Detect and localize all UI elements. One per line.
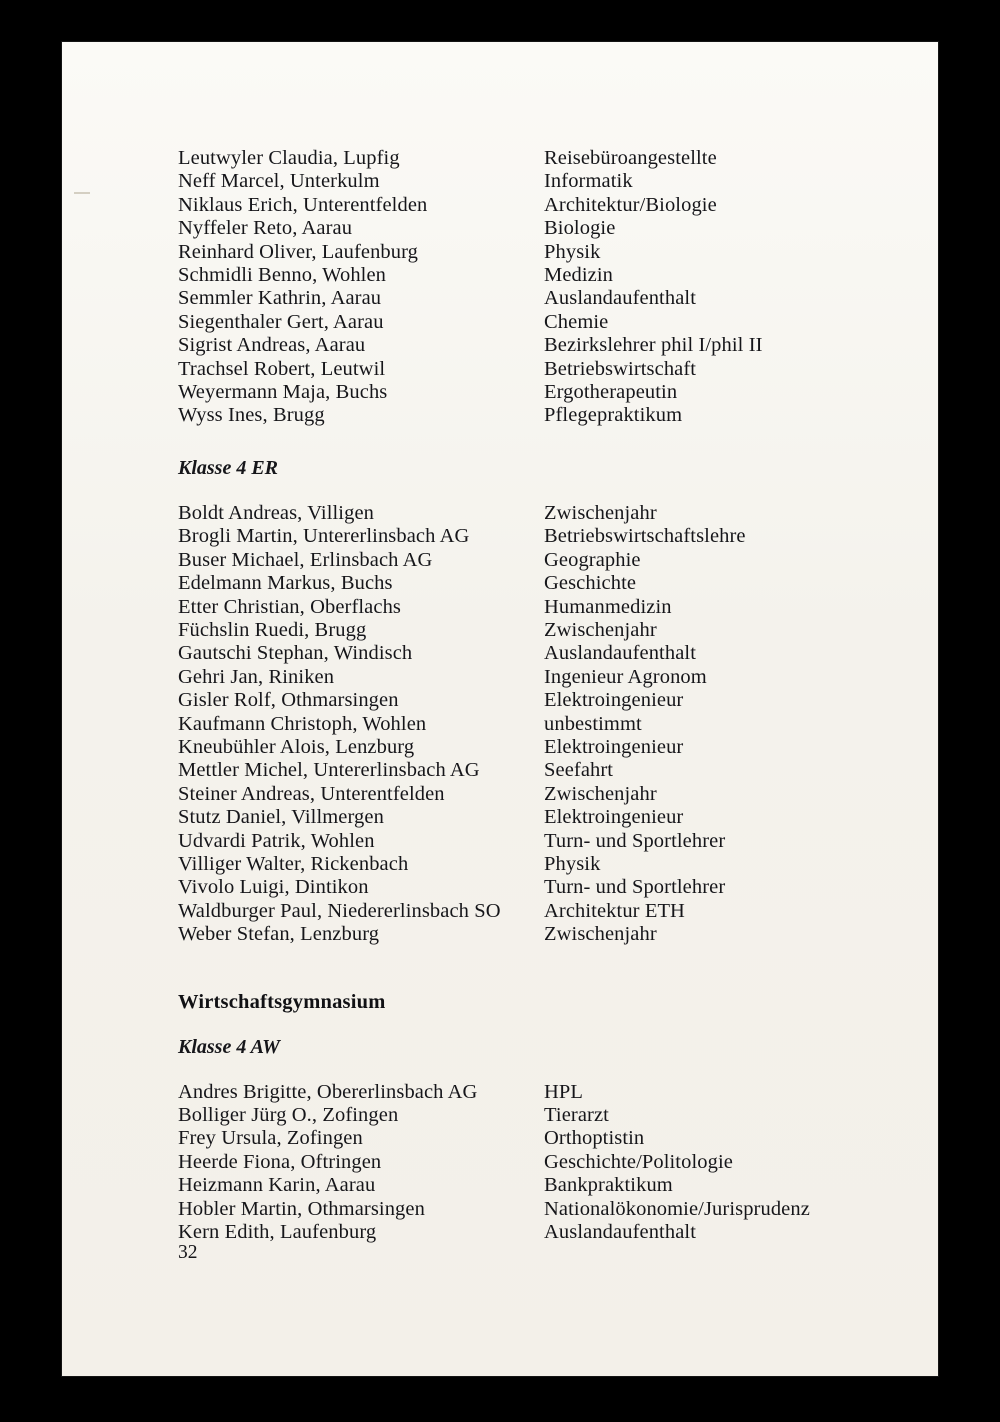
- list-item: [178, 287, 878, 310]
- list-item: [178, 923, 878, 946]
- student-name: Gisler Rolf, Othmarsingen: [178, 689, 399, 712]
- list-item: [178, 1104, 878, 1127]
- student-subject: Orthoptistin: [544, 1127, 645, 1150]
- student-name: Schmidli Benno, Wohlen: [178, 264, 387, 287]
- student-name: Mettler Michel, Untererlinsbach AG: [178, 759, 480, 782]
- student-subject: Nationalökonomie/Jurisprudenz: [544, 1197, 810, 1220]
- list-item: [178, 619, 878, 642]
- list-item: [178, 736, 878, 759]
- student-name: Gehri Jan, Riniken: [178, 665, 335, 688]
- student-subject: HPL: [544, 1080, 584, 1103]
- spacer: [178, 1059, 878, 1081]
- student-subject: Seefahrt: [544, 759, 614, 782]
- list-item: [178, 404, 878, 427]
- spacer: [178, 947, 878, 991]
- list-item: [178, 900, 878, 923]
- list-item: [178, 1127, 878, 1150]
- student-name: Siegenthaler Gert, Aarau: [178, 310, 384, 333]
- student-name: Semmler Kathrin, Aarau: [178, 287, 382, 310]
- student-name: Weyermann Maja, Buchs: [178, 381, 388, 404]
- list-item: [178, 264, 878, 287]
- list-item: [178, 572, 878, 595]
- student-name: Vivolo Luigi, Dintikon: [178, 876, 369, 899]
- list-item: [178, 194, 878, 217]
- student-subject: Auslandaufenthalt: [544, 642, 696, 665]
- student-name: Neff Marcel, Unterkulm: [178, 170, 380, 193]
- list-item: [178, 502, 878, 525]
- student-name: Füchslin Ruedi, Brugg: [178, 618, 367, 641]
- entry-list-2: [178, 1081, 878, 1245]
- list-item: [178, 147, 878, 170]
- student-name: Heizmann Karin, Aarau: [178, 1174, 376, 1197]
- list-item: [178, 713, 878, 736]
- list-item: [178, 1198, 878, 1221]
- student-subject: Betriebswirtschaft: [544, 357, 697, 380]
- student-subject: Geschichte/Politologie: [544, 1150, 733, 1173]
- student-subject: Physik: [544, 240, 601, 263]
- list-item: [178, 759, 878, 782]
- student-name: Villiger Walter, Rickenbach: [178, 852, 409, 875]
- list-item: [178, 1174, 878, 1197]
- student-subject: Geschichte: [544, 572, 637, 595]
- student-subject: Physik: [544, 852, 601, 875]
- list-item: [178, 806, 878, 829]
- spacer: [178, 428, 878, 457]
- list-item: [178, 1151, 878, 1174]
- student-name: Niklaus Erich, Unterentfelden: [178, 193, 428, 216]
- student-name: Kaufmann Christoph, Wohlen: [178, 712, 427, 735]
- list-item: [178, 783, 878, 806]
- student-subject: Reisebüroangestellte: [544, 147, 717, 169]
- student-subject: Tierarzt: [544, 1104, 609, 1126]
- student-subject: Zwischenjahr: [544, 923, 657, 946]
- student-name: Stutz Daniel, Villmergen: [178, 806, 384, 829]
- student-subject: Zwischenjahr: [544, 618, 657, 641]
- page-sheet: [62, 42, 938, 1376]
- student-subject: Pflegepraktikum: [544, 404, 683, 427]
- list-item: [178, 241, 878, 264]
- student-subject: Zwischenjahr: [544, 501, 657, 524]
- student-subject: Architektur ETH: [544, 899, 685, 922]
- spacer: [178, 480, 878, 502]
- student-subject: Medizin: [544, 264, 614, 287]
- list-item: [178, 311, 878, 334]
- student-subject: Auslandaufenthalt: [544, 1221, 696, 1244]
- student-name: Heerde Fiona, Oftringen: [178, 1150, 382, 1173]
- student-subject: Ergotherapeutin: [544, 381, 678, 404]
- student-subject: Turn- und Sportlehrer: [544, 876, 726, 899]
- student-name: Leutwyler Claudia, Lupfig: [178, 147, 400, 169]
- student-name: Hobler Martin, Othmarsingen: [178, 1197, 425, 1220]
- list-item: [178, 1081, 878, 1104]
- student-name: Kern Edith, Laufenburg: [178, 1221, 377, 1244]
- student-name: Weber Stefan, Lenzburg: [178, 923, 380, 946]
- list-item: [178, 334, 878, 357]
- student-subject: Betriebswirtschaftslehre: [544, 525, 746, 548]
- student-name: Reinhard Oliver, Laufenburg: [178, 240, 419, 263]
- student-subject: Elektroingenieur: [544, 806, 684, 829]
- page-number: 32: [178, 1242, 198, 1263]
- list-item: [178, 170, 878, 193]
- student-subject: Humanmedizin: [544, 595, 672, 618]
- student-name: Etter Christian, Oberflachs: [178, 595, 402, 618]
- list-item: [178, 217, 878, 240]
- class-heading: Klasse 4 ER: [178, 456, 279, 479]
- student-name: Frey Ursula, Zofingen: [178, 1127, 363, 1150]
- student-subject: Turn- und Sportlehrer: [544, 829, 726, 852]
- student-subject: Elektroingenieur: [544, 689, 684, 712]
- student-subject: Biologie: [544, 217, 616, 240]
- student-name: Brogli Martin, Untererlinsbach AG: [178, 525, 470, 548]
- list-item: [178, 596, 878, 619]
- student-name: Buser Michael, Erlinsbach AG: [178, 548, 433, 571]
- student-subject: Informatik: [544, 170, 633, 193]
- student-subject: Chemie: [544, 310, 609, 333]
- spacer: [178, 1014, 878, 1036]
- list-item: [178, 525, 878, 548]
- student-subject: Ingenieur Agronom: [544, 665, 707, 688]
- list-item: [178, 689, 878, 712]
- student-subject: Bankpraktikum: [544, 1174, 673, 1197]
- list-item: [178, 381, 878, 404]
- student-subject: Architektur/Biologie: [544, 193, 717, 216]
- entry-list-0: [178, 147, 878, 428]
- student-name: Andres Brigitte, Obererlinsbach AG: [178, 1080, 478, 1103]
- student-name: Gautschi Stephan, Windisch: [178, 642, 413, 665]
- student-name: Sigrist Andreas, Aarau: [178, 334, 366, 357]
- list-item: [178, 830, 878, 853]
- student-name: Edelmann Markus, Buchs: [178, 572, 393, 595]
- student-name: Waldburger Paul, Niedererlinsbach SO: [178, 899, 501, 922]
- entry-list-1: [178, 502, 878, 947]
- student-subject: Geographie: [544, 548, 641, 571]
- student-name: Bolliger Jürg O., Zofingen: [178, 1104, 399, 1126]
- section-heading: Wirtschaftsgymnasium: [178, 990, 386, 1013]
- list-item: [178, 549, 878, 572]
- page-content: [178, 147, 878, 1244]
- scan-artifact: [74, 192, 90, 194]
- list-item: [178, 358, 878, 381]
- list-item: [178, 876, 878, 899]
- student-name: Steiner Andreas, Unterentfelden: [178, 782, 445, 805]
- student-name: Udvardi Patrik, Wohlen: [178, 829, 375, 852]
- list-item: [178, 853, 878, 876]
- student-name: Kneubühler Alois, Lenzburg: [178, 735, 415, 758]
- list-item: [178, 1221, 878, 1244]
- student-subject: Bezirkslehrer phil I/phil II: [544, 334, 763, 357]
- list-item: [178, 666, 878, 689]
- student-subject: unbestimmt: [544, 712, 642, 735]
- list-item: [178, 642, 878, 665]
- student-name: Wyss Ines, Brugg: [178, 404, 325, 427]
- student-name: Nyffeler Reto, Aarau: [178, 217, 353, 240]
- student-subject: Zwischenjahr: [544, 782, 657, 805]
- student-name: Boldt Andreas, Villigen: [178, 501, 374, 524]
- scanned-page: [62, 42, 938, 1376]
- student-name: Trachsel Robert, Leutwil: [178, 357, 386, 380]
- class-heading: Klasse 4 AW: [178, 1035, 280, 1058]
- student-subject: Auslandaufenthalt: [544, 287, 696, 310]
- student-subject: Elektroingenieur: [544, 735, 684, 758]
